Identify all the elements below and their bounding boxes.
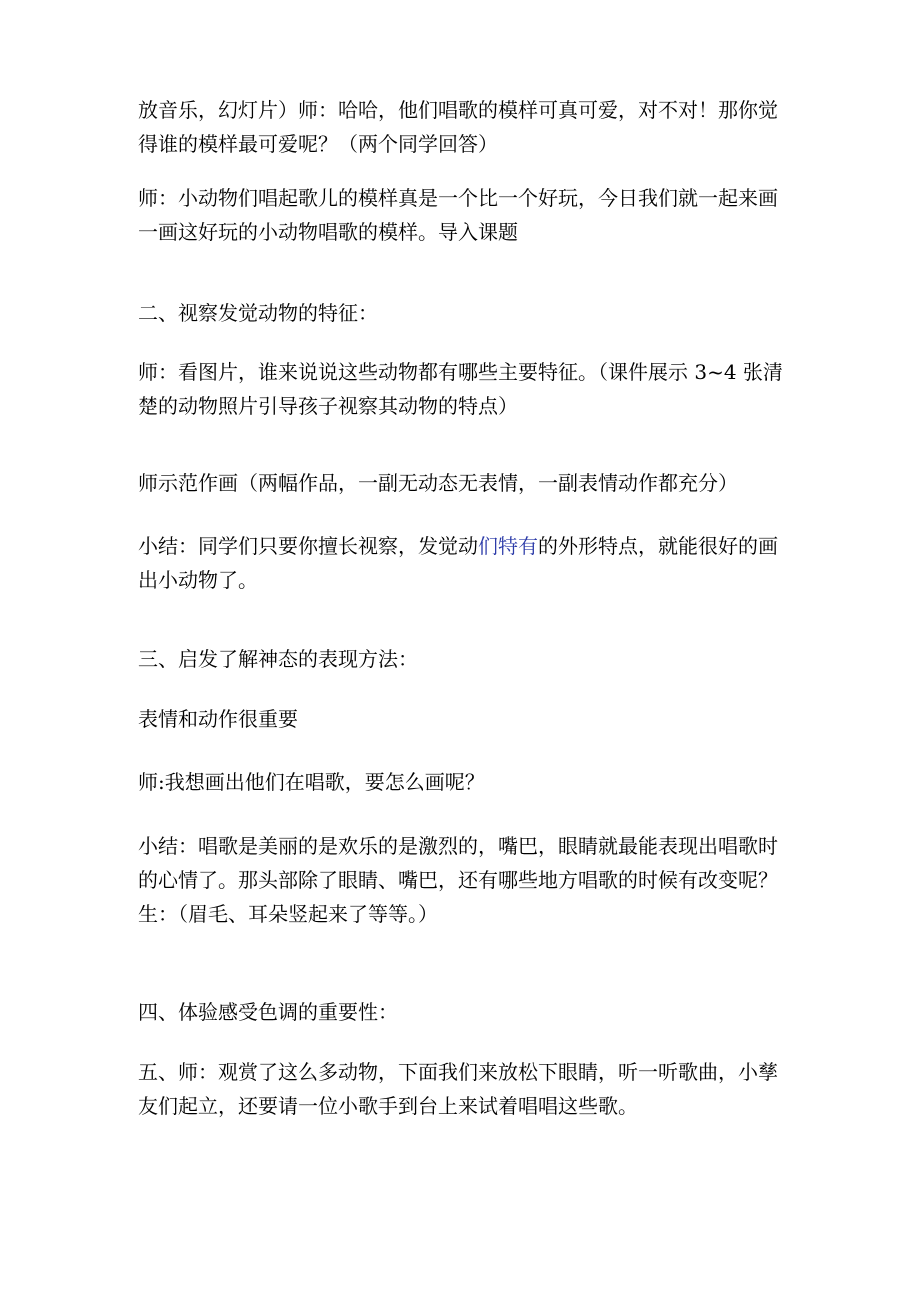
text-segment: 小结：同学们只要你擅长视察，发觉动 bbox=[138, 534, 478, 558]
text-line: 楚的动物照片引导孩子视察其动物的特点） bbox=[138, 394, 518, 418]
paragraph-demo-drawing bbox=[138, 466, 788, 500]
paragraph-intro-music bbox=[138, 93, 788, 161]
paragraph-expression-action bbox=[138, 702, 788, 736]
text-line: 三、启发了解神态的表现方法： bbox=[138, 647, 418, 671]
text-segment: 的外形特点，就能很好的画 bbox=[538, 534, 778, 558]
text-line: 放音乐，幻灯片）师：哈哈，他们唱歌的模样可真可爱，对不对！那你觉 bbox=[138, 98, 778, 122]
paragraph-section-5 bbox=[138, 1055, 788, 1123]
text-line: 师:我想画出他们在唱歌，要怎么画呢？ bbox=[138, 770, 485, 794]
hyperlink-text[interactable]: 们特有 bbox=[478, 534, 538, 558]
text-line: 生：（眉毛、耳朵竖起来了等等。） bbox=[138, 902, 438, 926]
paragraph-teacher-intro bbox=[138, 181, 788, 249]
paragraph-teacher-question bbox=[138, 765, 788, 799]
section-heading-3 bbox=[138, 642, 788, 676]
section-heading-2 bbox=[138, 296, 788, 330]
paragraph-observe-pictures bbox=[138, 355, 788, 423]
text-line: 得谁的模样最可爱呢？（两个同学回答） bbox=[138, 132, 498, 156]
text-line: 五、师：观赏了这么多动物，下面我们来放松下眼睛，听一听歌曲，小孳 bbox=[138, 1060, 778, 1084]
text-line bbox=[138, 529, 788, 563]
text-line: 一画这好玩的小动物唱歌的模样。导入课题 bbox=[138, 220, 518, 244]
text-line: 友们起立，还要请一位小歌手到台上来试着唱唱这些歌。 bbox=[138, 1094, 638, 1118]
text-line: 四、体验感受色调的重要性： bbox=[138, 1000, 398, 1024]
paragraph-summary-1 bbox=[138, 529, 788, 597]
text-line: 二、视察发觉动物的特征： bbox=[138, 301, 378, 325]
text-line: 师示范作画（两幅作品，一副无动态无表情，一副表情动作都充分） bbox=[138, 471, 738, 495]
text-line: 的心情了。那头部除了眼睛、嘴巴，还有哪些地方唱歌的时候有改变呢？ bbox=[138, 868, 778, 892]
paragraph-summary-2 bbox=[138, 829, 788, 931]
text-line: 师：看图片，谁来说说这些动物都有哪些主要特征。（课件展示 3~4 张清 bbox=[138, 360, 783, 384]
text-line: 师：小动物们唱起歌儿的模样真是一个比一个好玩，今日我们就一起来画 bbox=[138, 186, 778, 210]
section-heading-4 bbox=[138, 995, 788, 1029]
text-line: 出小动物了。 bbox=[138, 568, 258, 592]
text-line: 表情和动作很重要 bbox=[138, 707, 298, 731]
text-line: 小结：唱歌是美丽的是欢乐的是激烈的，嘴巴，眼睛就最能表现出唱歌时 bbox=[138, 834, 778, 858]
